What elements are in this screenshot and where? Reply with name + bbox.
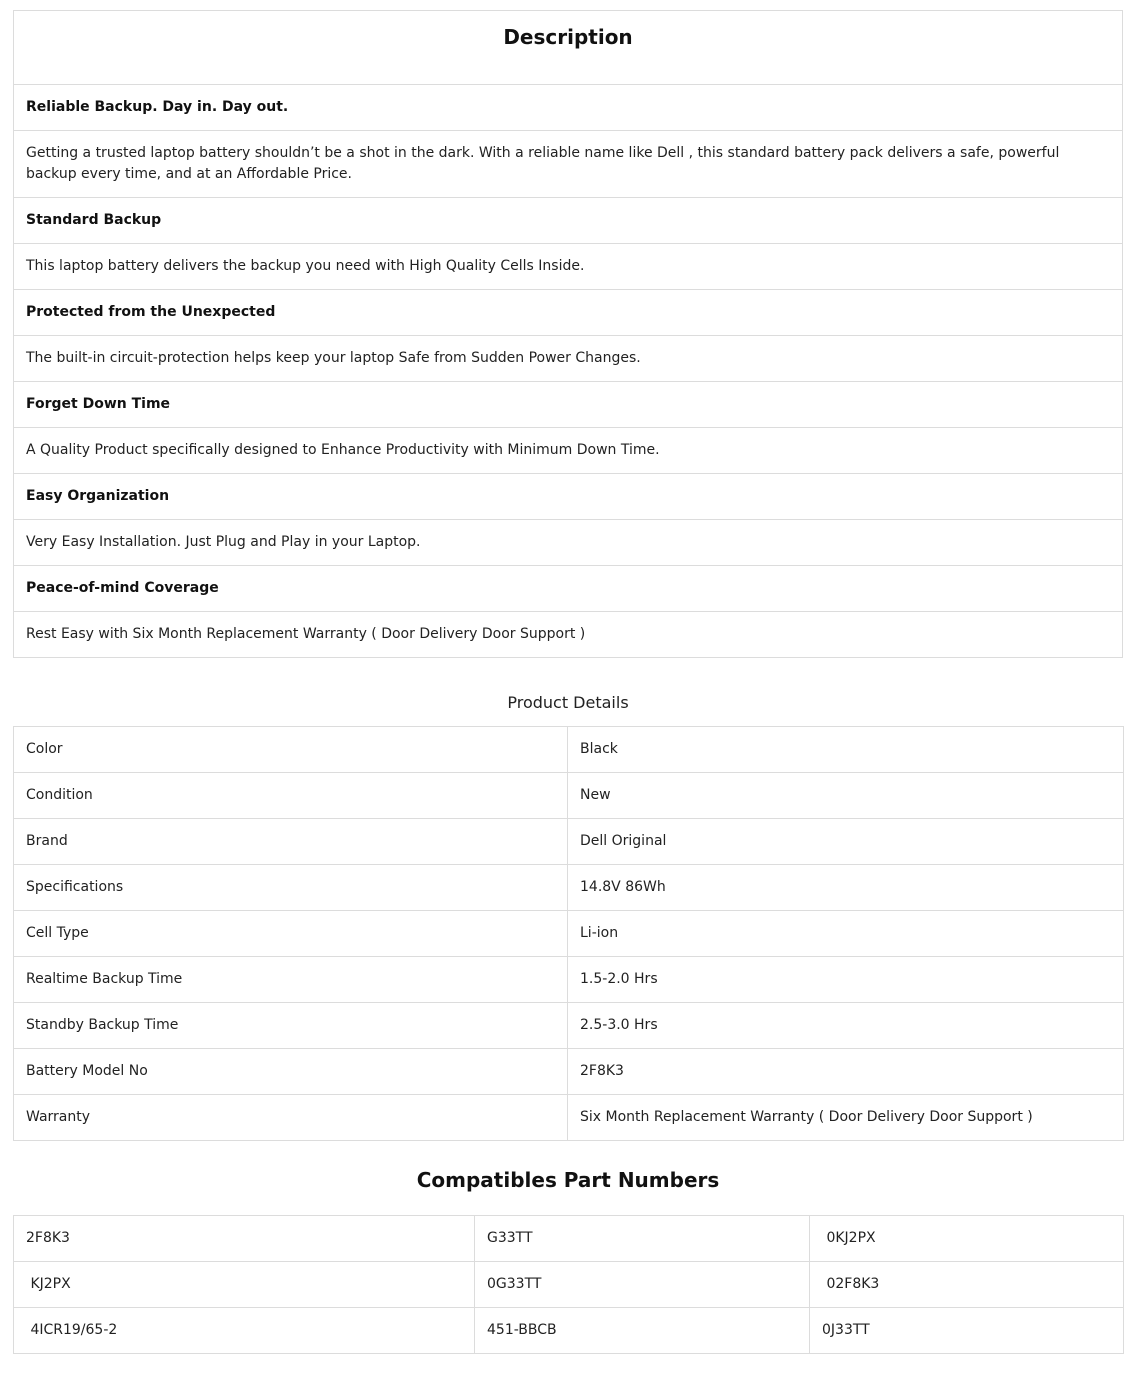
detail-label: Warranty (14, 1095, 568, 1141)
description-heading-row (14, 474, 1123, 520)
part-number: 0J33TT (810, 1308, 1124, 1354)
detail-value: Black (568, 727, 1124, 773)
description-text-row (14, 612, 1123, 658)
description-heading: Easy Organization (14, 474, 1123, 520)
part-number: G33TT (475, 1216, 810, 1262)
description-text: This laptop battery delivers the backup you need with High Quality Cells Inside. (14, 244, 1123, 290)
detail-row (14, 773, 1124, 819)
description-title: Description (14, 11, 1123, 85)
detail-value: 1.5-2.0 Hrs (568, 957, 1124, 1003)
part-number-row (14, 1308, 1124, 1354)
description-heading: Reliable Backup. Day in. Day out. (14, 85, 1123, 131)
detail-value: 2F8K3 (568, 1049, 1124, 1095)
detail-value: Dell Original (568, 819, 1124, 865)
detail-row (14, 957, 1124, 1003)
product-details-table (13, 726, 1124, 1141)
description-heading: Protected from the Unexpected (14, 290, 1123, 336)
detail-row (14, 865, 1124, 911)
detail-value: Li-ion (568, 911, 1124, 957)
page-content (13, 10, 1123, 1354)
description-text-row (14, 520, 1123, 566)
detail-value: Six Month Replacement Warranty ( Door Delivery Door Support ) (568, 1095, 1124, 1141)
part-number: 02F8K3 (810, 1262, 1124, 1308)
detail-row (14, 1095, 1124, 1141)
description-table (13, 10, 1123, 658)
description-heading: Forget Down Time (14, 382, 1123, 428)
part-number: 0KJ2PX (810, 1216, 1124, 1262)
description-text: Rest Easy with Six Month Replacement Warranty ( Door Delivery Door Support ) (14, 612, 1123, 658)
description-heading: Standard Backup (14, 198, 1123, 244)
detail-label: Cell Type (14, 911, 568, 957)
detail-label: Realtime Backup Time (14, 957, 568, 1003)
part-number: 4ICR19/65-2 (14, 1308, 475, 1354)
part-number-row (14, 1262, 1124, 1308)
detail-label: Specifications (14, 865, 568, 911)
part-number: 451-BBCB (475, 1308, 810, 1354)
detail-row (14, 1049, 1124, 1095)
detail-row (14, 819, 1124, 865)
description-heading: Peace-of-mind Coverage (14, 566, 1123, 612)
detail-label: Brand (14, 819, 568, 865)
compatible-parts-table (13, 1215, 1124, 1354)
detail-value: 2.5-3.0 Hrs (568, 1003, 1124, 1049)
detail-label: Battery Model No (14, 1049, 568, 1095)
description-text-row (14, 428, 1123, 474)
description-heading-row (14, 382, 1123, 428)
part-number-row (14, 1216, 1124, 1262)
detail-row (14, 911, 1124, 957)
detail-row (14, 1003, 1124, 1049)
part-number: KJ2PX (14, 1262, 475, 1308)
description-text: A Quality Product specifically designed to Enhance Productivity with Minimum Down Time. (14, 428, 1123, 474)
detail-row (14, 727, 1124, 773)
detail-label: Color (14, 727, 568, 773)
description-text-row (14, 131, 1123, 198)
compatible-parts-title: Compatibles Part Numbers (416, 1168, 720, 1192)
detail-value: 14.8V 86Wh (568, 865, 1124, 911)
product-details-title: Product Details (507, 693, 629, 712)
description-text-row (14, 244, 1123, 290)
description-heading-row (14, 290, 1123, 336)
description-heading-row (14, 85, 1123, 131)
detail-label: Standby Backup Time (14, 1003, 568, 1049)
part-number: 2F8K3 (14, 1216, 475, 1262)
detail-label: Condition (14, 773, 568, 819)
description-heading-row (14, 198, 1123, 244)
detail-value: New (568, 773, 1124, 819)
description-text: Getting a trusted laptop battery shouldn’t be a shot in the dark. With a reliable name like Dell , this standard battery pack delivers a safe, powerful backup every time, and at an Affordable Price. (14, 131, 1123, 198)
description-heading-row (14, 566, 1123, 612)
part-number: 0G33TT (475, 1262, 810, 1308)
description-text-row (14, 336, 1123, 382)
description-text: Very Easy Installation. Just Plug and Play in your Laptop. (14, 520, 1123, 566)
description-text: The built-in circuit-protection helps keep your laptop Safe from Sudden Power Changes. (14, 336, 1123, 382)
